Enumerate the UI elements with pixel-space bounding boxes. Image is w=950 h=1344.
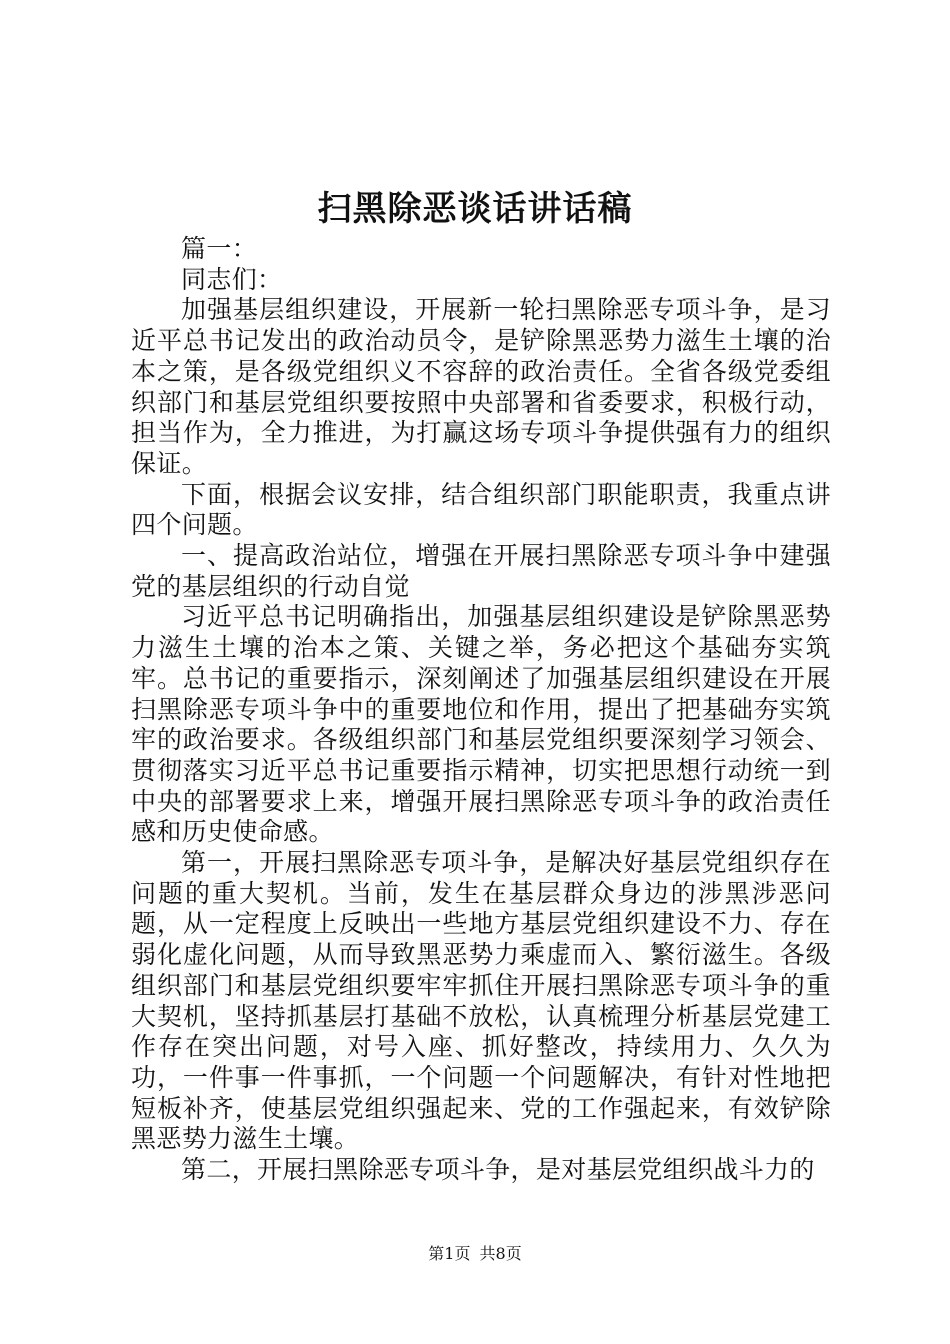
paragraph: 篇一：	[181, 234, 258, 263]
document-body	[131, 234, 831, 1186]
paragraph: 下面，根据会议安排，结合组织部门职能职责，我重点讲四个问题。	[131, 479, 831, 540]
page-total: 共8页	[479, 1244, 522, 1263]
section-heading: 一、提高政治站位，增强在开展扫黑除恶专项斗争中建强党的基层组织的行动自觉	[131, 541, 831, 601]
page-footer	[0, 1243, 950, 1265]
paragraph: 第一，开展扫黑除恶专项斗争，是解决好基层党组织存在问题的重大契机。当前，发生在基层群众身边的涉黑涉恶问题，从一定程度上反映出一些地方基层党组织建设不力、存在弱化虚化问题，从而导致黑恶势力乘虚而入、繁衍滋生。各级组织部门和基层党组织要牢牢抓住开展扫黑除恶专项斗争的重大契机，坚持抓基层打基础不放松，认真梳理分析基层党建工作存在突出问题，对号入座、抓好整改，持续用力、久久为功，一件事一件事抓，一个问题一个问题解决，有针对性地把短板补齐，使基层党组织强起来、党的工作强起来，有效铲除黑恶势力滋生土壤。	[131, 848, 831, 1154]
page-number: 第1页	[428, 1244, 471, 1263]
paragraph: 加强基层组织建设，开展新一轮扫黑除恶专项斗争，是习近平总书记发出的政治动员令，是铲除黑恶势力滋生土壤的治本之策，是各级党组织义不容辞的政治责任。全省各级党委组织部门和基层党组织要按照中央部署和省委要求，积极行动，担当作为，全力推进，为打赢这场专项斗争提供强有力的组织保证。	[131, 295, 831, 478]
paragraph: 习近平总书记明确指出，加强基层组织建设是铲除黑恶势力滋生土壤的治本之策、关键之举，务必把这个基础夯实筑牢。总书记的重要指示，深刻阐述了加强基层组织建设在开展扫黑除恶专项斗争中的重要地位和作用，提出了把基础夯实筑牢的政治要求。各级组织部门和基层党组织要深刻学习领会、贯彻落实习近平总书记重要指示精神，切实把思想行动统一到中央的部署要求上来，增强开展扫黑除恶专项斗争的政治责任感和历史使命感。	[131, 602, 831, 847]
paragraph: 第二，开展扫黑除恶专项斗争，是对基层党组织战斗力的	[181, 1155, 815, 1185]
paragraph: 同志们：	[181, 264, 283, 294]
document-title: 扫黑除恶谈话讲话稿	[317, 189, 633, 229]
